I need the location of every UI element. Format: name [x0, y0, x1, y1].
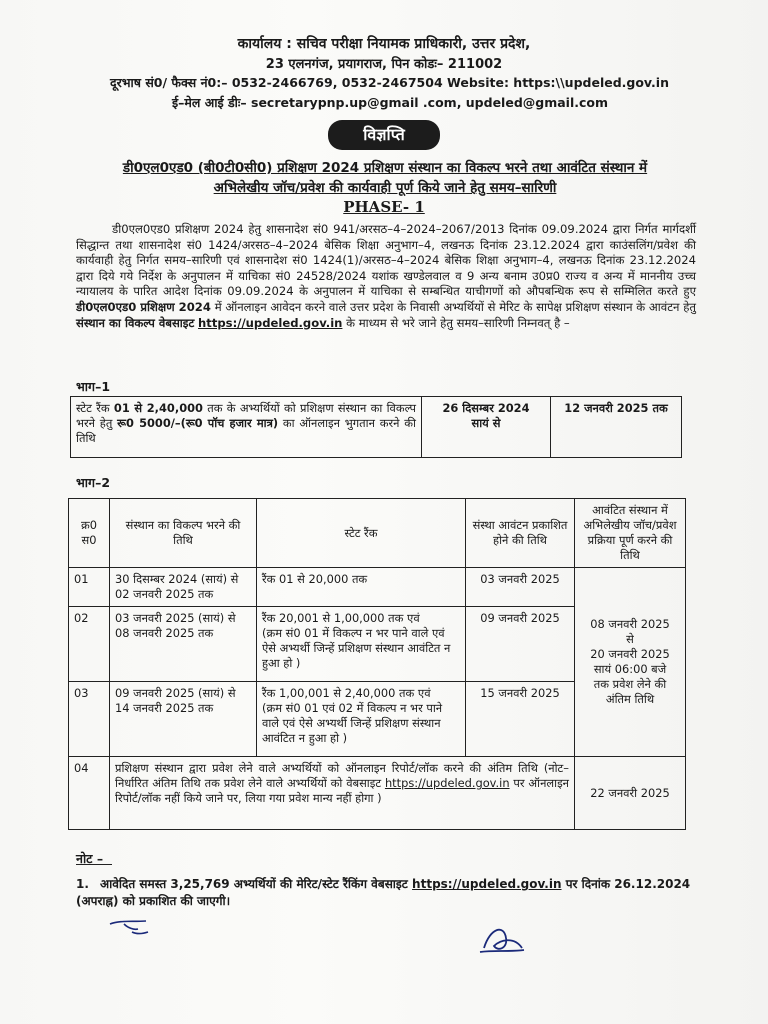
office-email: ई–मेल आई डीः– secretarypnp.up@gmail .com, updeled@gmail.com	[172, 95, 609, 110]
row-sno: 01	[69, 568, 110, 607]
section1-desc-text: का ऑनलाइन भुगतान करने की तिथि	[76, 416, 416, 445]
rank-note: (क्रम सं0 01 में विकल्प न भर पाने वाले एवं ऐसे अभ्यर्थी जिन्हें प्रशिक्षण संस्थान आवंटित न हुआ हो )	[262, 626, 451, 670]
note-text: पर दिनांक 26.12.2024 (अपराह्न) को प्रकाशित की जाएगी।	[76, 877, 691, 908]
table-row	[69, 757, 686, 830]
rank-range: रैंक 20,001 से 1,00,000 तक एवं	[262, 611, 420, 625]
header-allotment-date: संस्था आवंटन प्रकाशित होने की तिथि	[466, 499, 575, 568]
office-address: 23 एलनगंज, प्रयागराज, पिन कोडः– 211002	[265, 57, 503, 72]
section1-desc-text: तक के अभ्यर्थियों को प्रशिक्षण संस्थान का विकल्प भरने हेतु	[76, 401, 416, 430]
header-state-rank: स्टेट रैंक	[257, 499, 466, 568]
notice-title-line1: डी0एल0एड0 (बी0टी0सी0) प्रशिक्षण 2024 प्रशिक्षण संस्थान का विकल्प भरने तथा आवंटित संस्थान में	[122, 160, 648, 176]
section1-label: भाग–1	[76, 379, 111, 394]
initials-signature	[106, 912, 166, 942]
section1-rank-range: 01 से 2,40,000	[113, 401, 203, 415]
section2-table	[68, 498, 686, 830]
office-phone-website: दूरभाष सं0/ फैक्स नं0:– 0532-2466769, 0532-2467504 Website: https:\\updeled.gov.in	[110, 75, 669, 90]
website-link[interactable]: https://updeled.gov.in	[198, 315, 343, 330]
section1-end-date: 12 जनवरी 2025 तक	[551, 397, 682, 458]
row-state-rank	[257, 682, 466, 757]
merged-verification-date	[575, 568, 686, 757]
start-date-suffix: सायं से	[471, 416, 501, 430]
row4-description	[110, 757, 575, 830]
header-option-dates: संस्थान का विकल्प भरने की तिथि	[110, 499, 257, 568]
signature	[474, 918, 530, 958]
rank-note: (क्रम सं0 01 एवं 02 में विकल्प न भर पाने वाले एवं ऐसे अभ्यर्थी जिन्हें प्रशिक्षण संस्थान आवंटित न हुआ हो )	[262, 701, 443, 745]
row-state-rank: रैंक 01 से 20,000 तक	[257, 568, 466, 607]
table-header-row	[69, 499, 686, 568]
section1-table	[70, 396, 682, 458]
intro-bold-1: डी0एल0एड0 प्रशिक्षण 2024	[76, 299, 211, 314]
verify-line: 20 जनवरी 2025	[590, 647, 670, 661]
row-option-dates: 03 जनवरी 2025 (सायं) से 08 जनवरी 2025 तक	[110, 607, 257, 682]
office-name: कार्यालय : सचिव परीक्षा नियामक प्राधिकारी, उत्तर प्रदेश,	[237, 36, 531, 52]
row-allotment-date: 15 जनवरी 2025	[466, 682, 575, 757]
phase-heading: PHASE- 1	[343, 198, 425, 216]
table-row	[71, 397, 682, 458]
verify-line: सायं 06:00 बजे	[593, 662, 667, 676]
note-number: 1.	[76, 877, 89, 891]
intro-bold-2: संस्थान का विकल्प वेबसाइट	[76, 315, 195, 330]
section1-desc-text: स्टेट रैंक	[76, 401, 114, 415]
rank-range: रैंक 1,00,001 से 2,40,000 तक एवं	[262, 686, 431, 700]
section2-label: भाग–2	[76, 475, 111, 490]
header-verification-date: आवंटित संस्थान में अभिलेखीय जॉच/प्रवेश प्रक्रिया पूर्ण करने की तिथि	[575, 499, 686, 568]
row4-text: पर ऑनलाइन रिपोर्ट/लॉक नहीं किये जाने पर, लिया गया प्रवेश मान्य नहीं होगा )	[115, 776, 569, 805]
verify-line: से	[626, 632, 634, 646]
website-link[interactable]: https://updeled.gov.in	[412, 877, 562, 891]
row4-date: 22 जनवरी 2025	[575, 757, 686, 830]
row4-text: प्रशिक्षण संस्थान द्वारा प्रवेश लेने वाले अभ्यर्थियों को ऑनलाइन रिपोर्ट/लॉक करने की अंतिम तिथि (नोट– निर्धारित अंतिम तिथि तक प्रवेश लेने वाले अभ्यर्थियों को वेबसाइट	[115, 761, 569, 790]
row-state-rank	[257, 607, 466, 682]
notice-title-line2: अभिलेखीय जॉच/प्रवेश की कार्यवाही पूर्ण किये जाने हेतु समय–सारिणी	[213, 180, 557, 196]
note-item	[76, 876, 696, 910]
row-allotment-date: 03 जनवरी 2025	[466, 568, 575, 607]
section1-fee: रू0 5000/–(रू0 पॉच हजार मात्र)	[117, 416, 279, 430]
note-text: आवेदित समस्त 3,25,769 अभ्यर्थियों की मेरिट/स्टेट रैंकिंग वेबसाइट	[100, 877, 413, 891]
start-date-text: 26 दिसम्बर 2024	[442, 401, 530, 415]
note-underline	[76, 864, 112, 865]
row-allotment-date: 09 जनवरी 2025	[466, 607, 575, 682]
website-link[interactable]: https://updeled.gov.in	[384, 776, 510, 790]
section1-description	[71, 397, 422, 458]
intro-text-1: डी0एल0एड0 प्रशिक्षण 2024 हेतु शासनादेश सं0 941/अरसठ–4–2024–2067/2013 दिनांक 09.09.2024 द्वारा निर्गत मार्गदर्शी सिद्धान्त तथा शासनादेश सं0 1424/अरसठ–4–2024 बेसिक शिक्षा अनुभाग–4, लखनऊ दिनांक 23.12.2024 द्वारा काउंसलिंग/प्रवेश की कार्यवाही हेतु निर्गत समय–सारिणी एवं शासनादेश सं0 1424(1)/अरसठ–4–2024 बेसिक शिक्षा अनुभाग–4, लखनऊ दिनांक 23.12.2024 द्वारा दिये गये निर्देश के अनुपालन में याचिका सं0 24528/2024 यशांक खण्डेलवाल व 9 अन्य बनाम उ0प्र0 राज्य व अन्य में माननीय उच्च न्यायालय के पारित आदेश दिनांक 09.09.2024 के अनुपालन में याचिका से सम्बन्धित याचीगणों को औपबन्धिक रूप से सम्मिलित करते हुए	[76, 222, 696, 299]
intro-text-2: में ऑनलाइन आवेदन करने वाले उत्तर प्रदेश के निवासी अभ्यर्थियों से मेरिट के सापेक्ष प्रशिक्षण संस्थान के आवंटन हेतु	[210, 299, 696, 314]
verify-line: तक प्रवेश लेने की	[593, 677, 667, 691]
row-option-dates: 30 दिसम्बर 2024 (सायं) से 02 जनवरी 2025 तक	[110, 568, 257, 607]
row-option-dates: 09 जनवरी 2025 (सायं) से 14 जनवरी 2025 तक	[110, 682, 257, 757]
table-row	[69, 568, 686, 607]
intro-paragraph	[76, 222, 696, 331]
note-heading: नोट –	[76, 851, 104, 866]
notice-badge: विज्ञप्ति	[328, 120, 440, 150]
verify-line: अंतिम तिथि	[605, 692, 655, 706]
row-sno: 03	[69, 682, 110, 757]
intro-text-3: के माध्यम से भरे जाने हेतु समय–सारिणी निम्नवत् है –	[342, 315, 570, 330]
row-sno: 04	[69, 757, 110, 830]
verify-line: 08 जनवरी 2025	[590, 617, 670, 631]
header-sno: क्र0 स0	[69, 499, 110, 568]
section1-start-date	[422, 397, 551, 458]
row-sno: 02	[69, 607, 110, 682]
